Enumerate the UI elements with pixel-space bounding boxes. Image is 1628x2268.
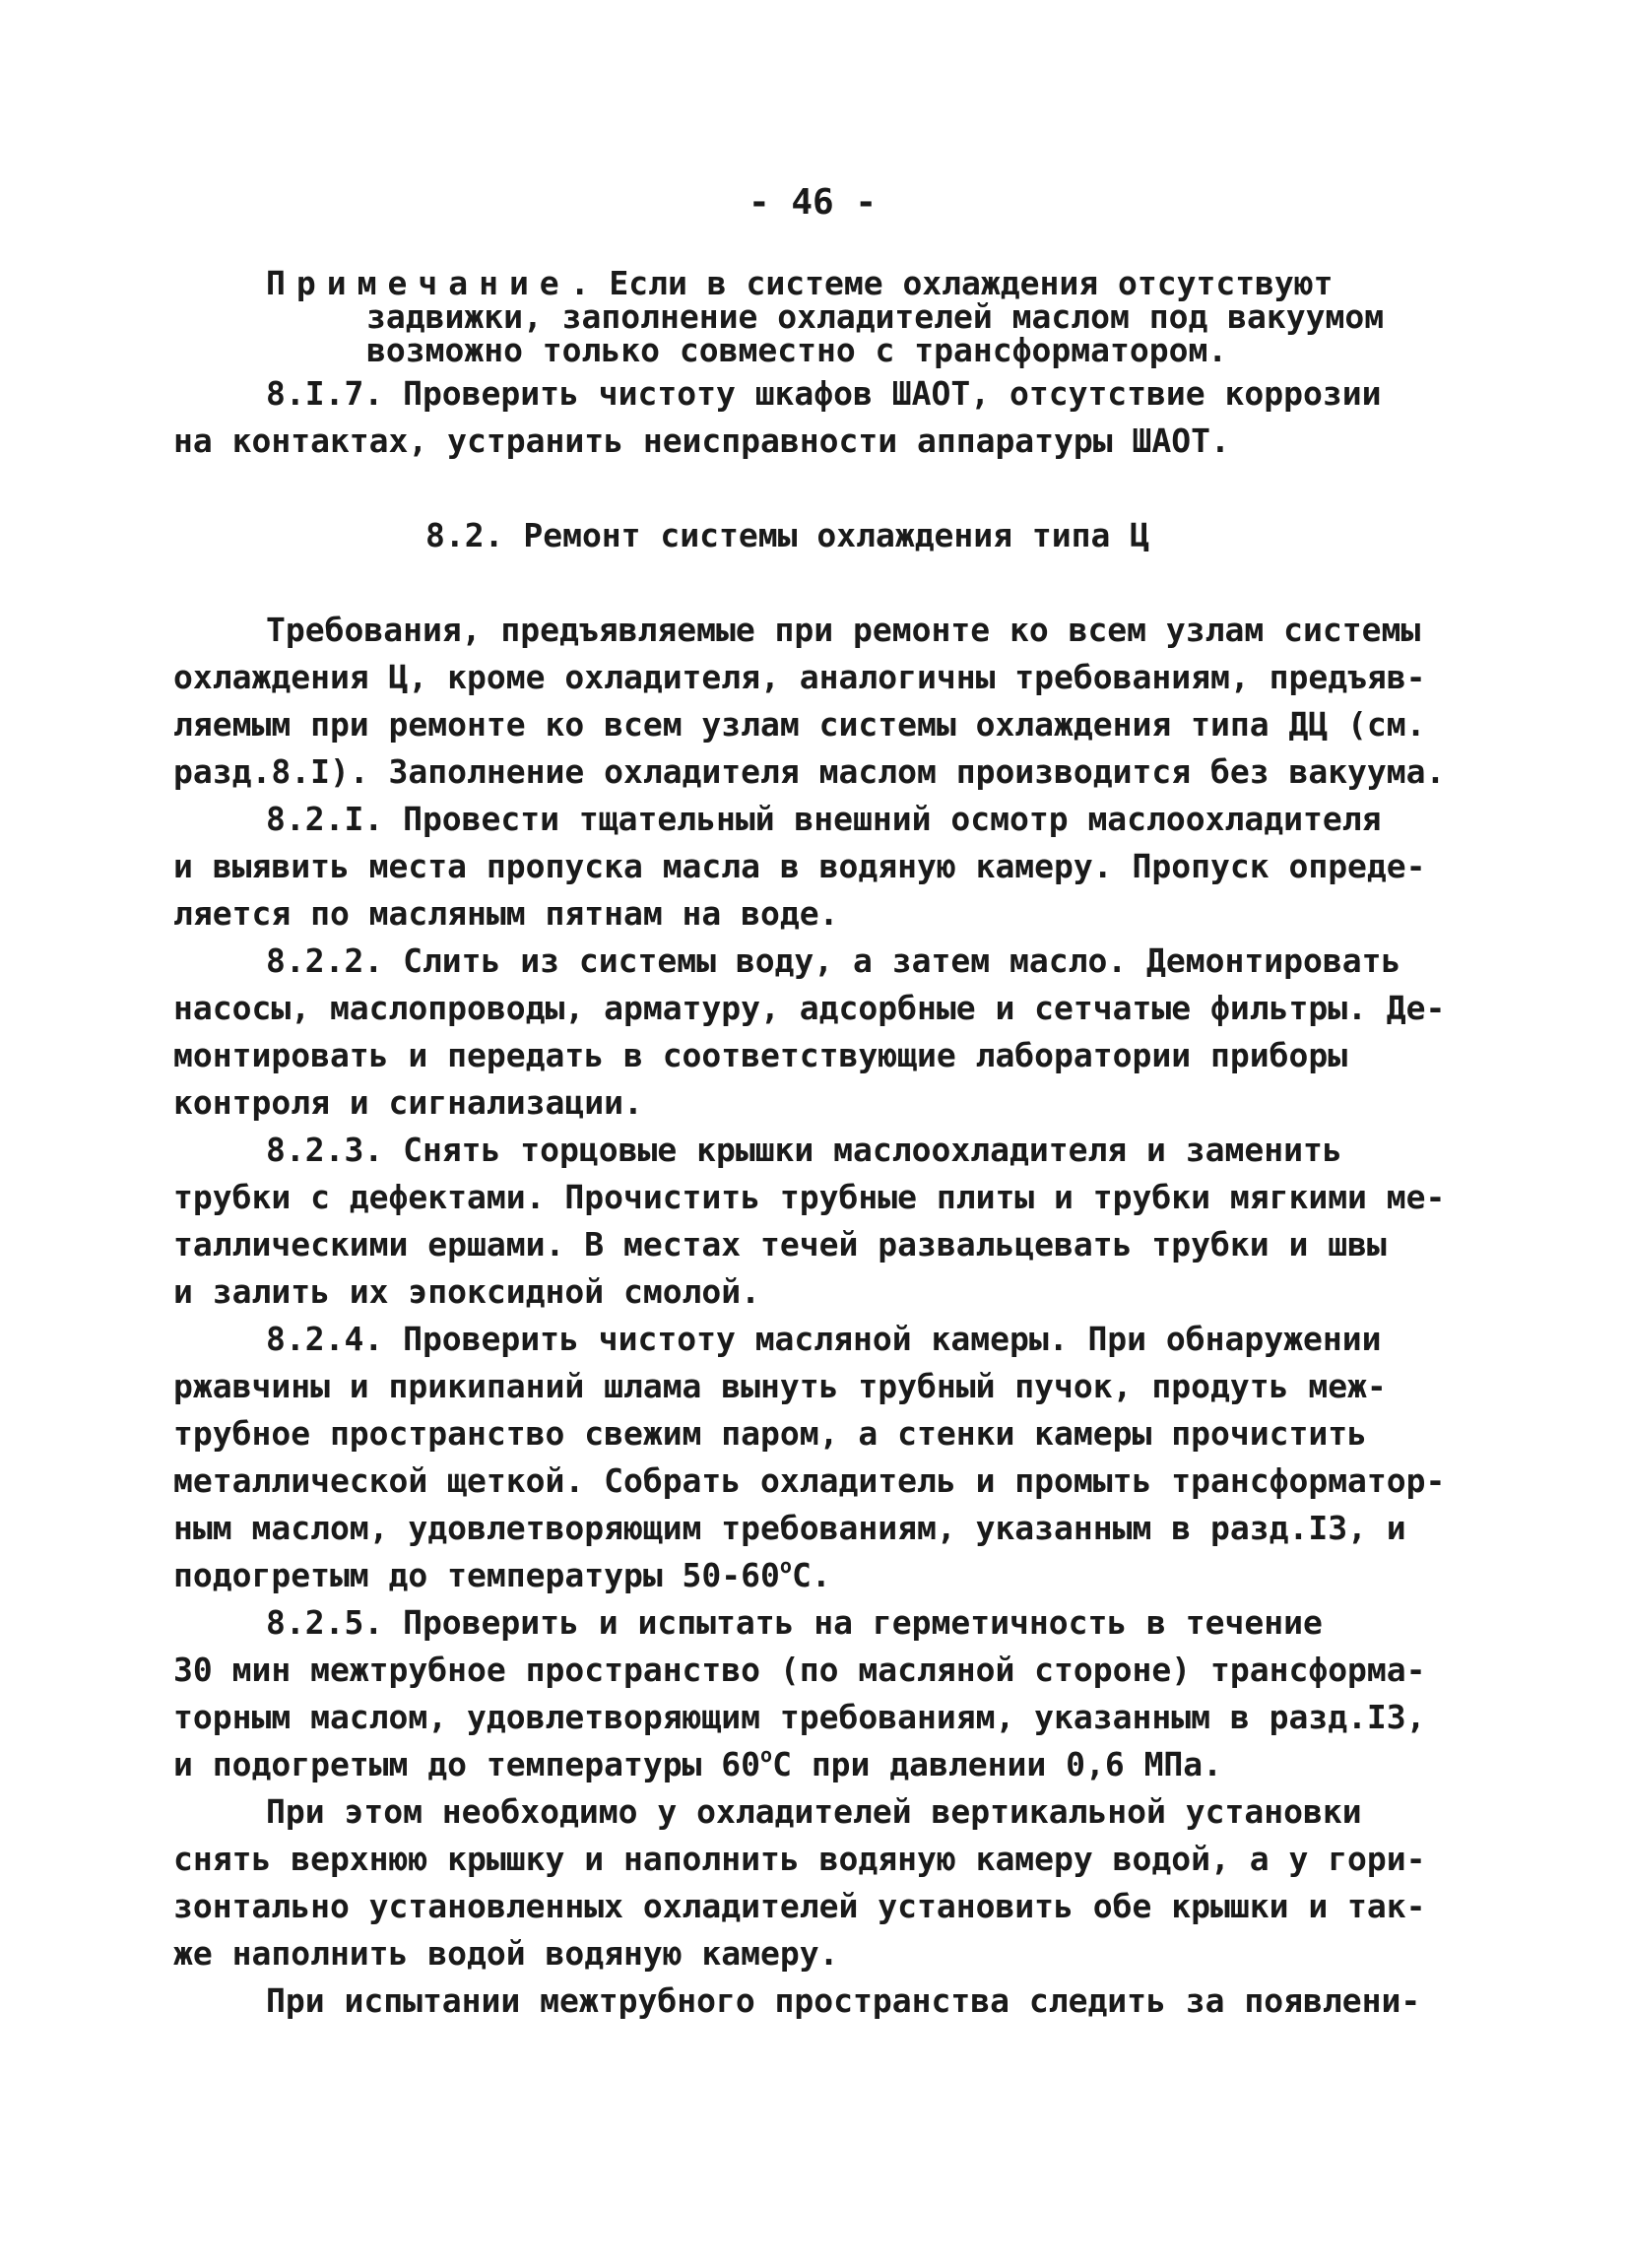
degree-sign: о — [760, 1743, 773, 1767]
para-8-2-1-line-2: и выявить места пропуска масла в водяную камеру. Пропуск опреде- — [173, 847, 1426, 885]
note-label: Примечание — [266, 264, 570, 302]
note-line-3: возможно только совместно с трансформатором. — [366, 331, 1228, 369]
para-8-2-2-line-3: монтировать и передать в соответствующие лаборатории приборы — [173, 1036, 1348, 1074]
para-8-2-4-line-6 — [173, 1556, 831, 1595]
para-8-2-5-line-4 — [173, 1745, 1222, 1784]
para-8-2-4-line-4: металлической щеткой. Собрать охладитель и промыть трансформатор- — [173, 1461, 1446, 1500]
para-8-2-3-line-2: трубки с дефектами. Прочистить трубные плиты и трубки мягкими ме- — [173, 1178, 1446, 1216]
intro-line-1: Требования, предъявляемые при ремонте ко всем узлам системы — [266, 611, 1421, 649]
para-8-2-2-line-1: 8.2.2. Слить из системы воду, а затем масло. Демонтировать — [266, 941, 1401, 980]
para-test-line-1: При испытании межтрубного пространства следить за появлени- — [266, 1981, 1421, 2020]
para-8-2-3-line-4: и залить их эпоксидной смолой. — [173, 1272, 761, 1311]
para-8-2-3-line-1: 8.2.3. Снять торцовые крышки маслоохладителя и заменить — [266, 1131, 1342, 1169]
intro-line-4: разд.8.I). Заполнение охладителя маслом производится без вакуума. — [173, 752, 1446, 791]
para-8-1-7-line-2: на контактах, устранить неисправности аппаратуры ШАОТ. — [173, 421, 1230, 460]
para-8-2-3-line-3: таллическими ершами. В местах течей развальцевать трубки и швы — [173, 1225, 1387, 1264]
para-water-line-1: При этом необходимо у охладителей вертикальной установки — [266, 1792, 1362, 1831]
para-8-2-4-line-2: ржавчины и прикипаний шлама вынуть трубный пучок, продуть меж- — [173, 1367, 1387, 1405]
intro-line-3: ляемым при ремонте ко всем узлам системы охлаждения типа ДЦ (см. — [173, 705, 1426, 744]
para-8-2-5-line-4-text: и подогретым до температуры 60 — [173, 1745, 761, 1783]
para-water-line-2: снять верхнюю крышку и наполнить водяную камеру водой, а у гори- — [173, 1840, 1426, 1878]
para-water-line-3: зонтально установленных охладителей установить обе крышки и так- — [173, 1887, 1426, 1925]
section-title: 8.2. Ремонт системы охлаждения типа Ц — [425, 516, 1150, 554]
para-8-1-7-line-1: 8.I.7. Проверить чистоту шкафов ШАОТ, отсутствие коррозии — [266, 374, 1382, 413]
intro-line-2: охлаждения Ц, кроме охладителя, аналогичны требованиям, предъяв- — [173, 658, 1426, 696]
para-8-2-5-line-1: 8.2.5. Проверить и испытать на герметичность в течение — [266, 1603, 1323, 1642]
para-8-2-5-line-3: торным маслом, удовлетворяющим требованиям, указанным в разд.I3, — [173, 1698, 1426, 1736]
note-line-2: задвижки, заполнение охладителей маслом под вакуумом — [366, 297, 1385, 336]
para-8-2-2-line-2: насосы, маслопроводы, арматуру, адсорбные и сетчатые фильтры. Де- — [173, 989, 1446, 1027]
para-8-2-4-line-6-unit: С. — [791, 1556, 831, 1594]
degree-sign: о — [779, 1554, 792, 1578]
para-8-2-5-line-2: 30 мин межтрубное пространство (по масляной стороне) трансформа- — [173, 1651, 1426, 1689]
page-number: - 46 - — [749, 182, 878, 223]
para-8-2-4-line-3: трубное пространство свежим паром, а стенки камеры прочистить — [173, 1414, 1367, 1453]
para-8-2-5-line-4-rest: С при давлении 0,6 МПа. — [772, 1745, 1223, 1783]
para-8-2-4-line-6-text: подогретым до температуры 50-60 — [173, 1556, 780, 1594]
para-8-2-4-line-1: 8.2.4. Проверить чистоту масляной камеры. При обнаружении — [266, 1320, 1382, 1358]
para-water-line-4: же наполнить водой водяную камеру. — [173, 1934, 839, 1973]
note-line-1-text: . Если в системе охлаждения отсутствуют — [569, 264, 1334, 302]
para-8-2-1-line-3: ляется по масляным пятнам на воде. — [173, 894, 839, 933]
para-8-2-1-line-1: 8.2.I. Провести тщательный внешний осмотр маслоохладителя — [266, 800, 1382, 838]
para-8-2-2-line-4: контроля и сигнализации. — [173, 1083, 643, 1122]
para-8-2-4-line-5: ным маслом, удовлетворяющим требованиям, указанным в разд.I3, и — [173, 1509, 1406, 1547]
